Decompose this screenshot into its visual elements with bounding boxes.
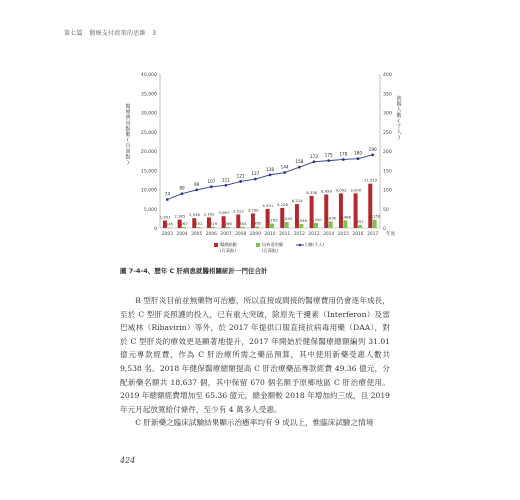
x-tick-label: 2011 <box>279 232 291 237</box>
bar-data-label: 304 <box>239 220 247 226</box>
legend-swatch <box>214 243 218 247</box>
line-point <box>357 157 360 160</box>
y-right-tick-label: 350 <box>383 92 392 98</box>
chart-svg <box>118 64 408 264</box>
bar <box>255 227 259 228</box>
legend-label: 醫療點數 <box>220 242 237 247</box>
y-left-tick-label: 5,000 <box>143 207 157 213</box>
bar <box>285 222 289 228</box>
bar-data-label: 1,165 <box>266 217 278 223</box>
x-tick-label: 2005 <box>191 232 203 237</box>
bar-data-label: 385 <box>253 220 262 226</box>
paragraph: B 型肝炎目前並無藥物可治癒，所以直接或間接的醫療費用仍會逐年成長，至於 C 型肝炎照護的投入，已有重大突破，除原先干擾素（Interferon）及雷巴威林（Ribavirin）等外，於 2017 年提供口服直接抗病毒用藥（DAA），對於 C 型肝炎的療效更是顯著地提升，2017 年開始於健保醫療總額編列 31.01 億元專款經費，作為 C 肝治療所需之藥品預算，其中使用新藥受惠人數共 9,538 名。2018 年健保醫療總額提高 C 肝治療藥品專款經費 49.36 億元，分配新藥名額共 18,637 個，其中保留 670 個名額予原鄉地區 C 肝治療使用。2019 年總額經費增加至 65.36 億元，總金額較 2018 年增加約三成，且 2019 年元月起放寬給付條件，至少有 4 萬多人受惠。 <box>120 296 390 414</box>
y-right-tick-label: 50 <box>383 207 389 213</box>
y-left-tick-label: 25,000 <box>140 130 157 136</box>
bar-data-label: 252 <box>195 221 203 227</box>
y-right-tick-label: 400 <box>383 73 392 78</box>
line-point <box>210 185 213 188</box>
bar-data-label: 1,690 <box>325 215 337 221</box>
line-point <box>225 184 228 187</box>
y-left-tick-label: 20,000 <box>140 150 157 155</box>
bar <box>358 225 362 228</box>
x-tick-label: 2015 <box>337 232 349 237</box>
bar <box>226 227 230 228</box>
line-point <box>166 198 169 201</box>
legend-sublabel: (百萬點) <box>220 248 236 253</box>
line-data-label: 74 <box>164 191 171 197</box>
x-tick-label: 2004 <box>176 232 188 237</box>
bar-data-label: 8,338 <box>306 189 318 195</box>
bar-data-label: 5,226 <box>277 201 288 207</box>
bar <box>295 204 299 228</box>
bar-data-label: 1,951 <box>159 214 171 220</box>
bar-data-label: 1,340 <box>310 216 322 222</box>
line-data-label: 127 <box>251 171 260 177</box>
line-point <box>181 192 184 195</box>
y-left-tick-label: 15,000 <box>140 169 157 175</box>
bar-data-label: 3,522 <box>233 208 244 214</box>
y-right-tick-label: 300 <box>383 111 392 117</box>
x-tick-label: 2010 <box>264 232 276 237</box>
y-right-tick-label: 100 <box>383 188 392 194</box>
bar-data-label: 4,931 <box>262 203 274 209</box>
bar <box>329 221 333 228</box>
x-tick-label: 2009 <box>249 232 261 237</box>
line-data-label: 180 <box>354 150 362 156</box>
line-point <box>298 166 301 169</box>
bar <box>182 227 186 228</box>
x-tick-label: 2003 <box>161 232 173 237</box>
bar-data-label: 319 <box>209 220 218 226</box>
legend-swatch <box>256 243 260 247</box>
bar <box>197 227 201 228</box>
line-data-label: 111 <box>222 177 230 183</box>
x-tick-label: 2017 <box>367 232 379 237</box>
bar <box>167 227 171 228</box>
bar-data-label: 267 <box>180 220 188 226</box>
x-tick-label: 2016 <box>352 232 364 237</box>
legend-marker <box>299 244 302 247</box>
bar-data-label: 2,150 <box>369 213 381 219</box>
line-data-label: 107 <box>207 178 216 184</box>
line-point <box>371 153 374 156</box>
legend-label: 抗病毒用藥 <box>262 242 283 247</box>
y-left-tick-label: 0 <box>154 227 157 232</box>
x-tick-label: 2006 <box>205 232 217 237</box>
bar <box>368 184 372 228</box>
y-left-axis-label: 醫療費用點數(百萬點) <box>125 104 131 166</box>
bar-data-label: 6,214 <box>291 198 303 204</box>
bar-data-label: 757 <box>356 219 364 225</box>
y-left-tick-label: 40,000 <box>140 73 157 78</box>
y-right-axis-label: 就醫人數(千人) <box>396 96 402 142</box>
x-tick-label: 2007 <box>220 232 232 237</box>
line-point <box>254 178 257 181</box>
bar-data-label: 3,790 <box>247 207 259 213</box>
bar <box>324 195 328 228</box>
y-left-tick-label: 10,000 <box>140 188 157 194</box>
y-right-tick-label: 0 <box>383 227 386 232</box>
page-number: 424 <box>120 456 136 465</box>
line-point <box>283 171 286 174</box>
bar-data-label: 9,000 <box>350 187 362 193</box>
x-tick-label: 2012 <box>293 232 305 237</box>
bar-data-label: 1,555 <box>281 216 293 222</box>
line-data-label: 138 <box>266 166 274 172</box>
x-unit-label: 年度 <box>386 232 396 237</box>
x-tick-label: 2013 <box>308 232 320 237</box>
line-data-label: 172 <box>310 153 318 159</box>
bar <box>211 227 215 228</box>
line-data-label: 158 <box>295 159 304 165</box>
line-data-label: 178 <box>339 151 348 157</box>
bar-data-label: 8,699 <box>321 188 332 194</box>
running-header: 第七篇 醫療支付政策的思維 3 <box>64 30 157 37</box>
x-tick-label: 2014 <box>323 232 335 237</box>
bar <box>343 220 347 228</box>
bar-data-label: 9,002 <box>335 187 347 193</box>
x-tick-label: 2008 <box>235 232 247 237</box>
line-point <box>342 158 345 161</box>
paragraph: C 肝新藥之臨床試驗結果顯示治癒率均有 9 成以上，惟臨床試驗之情境 <box>135 418 374 428</box>
bar-data-label: 2,742 <box>203 211 215 217</box>
bar-data-label: 145 <box>165 221 174 227</box>
y-right-tick-label: 200 <box>383 150 392 155</box>
chart <box>118 64 408 264</box>
figure-caption: 圖 7-4-4、歷年 C 肝病患就醫相關統計一門住合計 <box>120 267 268 275</box>
line-data-label: 190 <box>368 146 377 152</box>
bar-data-label: 1,988 <box>340 214 351 220</box>
line-point <box>269 173 272 176</box>
line-data-label: 99 <box>193 181 200 187</box>
bar-data-label: 3,067 <box>218 210 230 216</box>
bar <box>339 193 343 228</box>
line-data-label: 89 <box>179 185 185 191</box>
line-data-label: 175 <box>324 152 333 158</box>
line-point <box>313 160 316 163</box>
bar <box>373 220 377 228</box>
line-point <box>195 188 198 191</box>
y-right-tick-label: 150 <box>383 169 392 175</box>
y-left-tick-label: 30,000 <box>140 111 157 117</box>
body-text <box>120 294 390 430</box>
bar <box>314 223 318 228</box>
line-data-label: 121 <box>236 173 245 179</box>
legend-sublabel: (百萬點) <box>262 248 278 253</box>
bar-data-label: 266 <box>224 220 232 226</box>
bar <box>299 224 303 228</box>
line-data-label: 144 <box>280 164 289 170</box>
y-right-tick-label: 250 <box>383 130 392 136</box>
line-point <box>239 180 242 183</box>
bar <box>270 224 274 228</box>
bar <box>310 196 314 228</box>
bar-data-label: 1,048 <box>296 217 307 223</box>
y-left-tick-label: 35,000 <box>140 92 157 98</box>
bar-data-label: 11,523 <box>363 177 378 183</box>
bar-data-label: 2,538 <box>189 212 200 218</box>
legend-label: 人數(千人) <box>304 242 325 247</box>
bar-data-label: 2,185 <box>174 213 186 219</box>
bar <box>241 227 245 228</box>
line-point <box>327 159 330 162</box>
